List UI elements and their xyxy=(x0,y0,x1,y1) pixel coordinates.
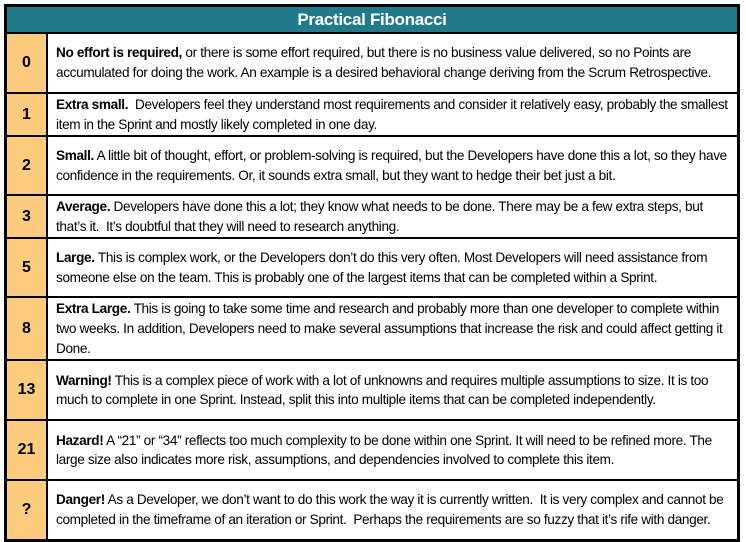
point-value: 0 xyxy=(6,33,48,93)
point-value: 2 xyxy=(6,136,48,195)
practical-fibonacci-table xyxy=(4,4,740,542)
table-row xyxy=(6,360,739,420)
table-title: Practical Fibonacci xyxy=(6,6,739,34)
table-row xyxy=(6,93,739,136)
point-value: ? xyxy=(6,480,48,540)
size-label: Small. xyxy=(56,148,94,164)
size-label: Warning! xyxy=(56,372,112,388)
description-text: As a Developer, we don’t want to do this work the way it is currently written. It is very complex and cannot be completed in the timeframe of an iteration or Sprint. Perhaps the requirements are so fuzzy that it’s rife with danger. xyxy=(56,492,727,527)
point-description xyxy=(47,480,739,540)
point-description xyxy=(47,238,739,297)
point-value: 1 xyxy=(6,93,48,136)
size-label: Hazard! xyxy=(56,432,104,448)
table-row xyxy=(6,420,739,480)
point-description xyxy=(47,33,739,93)
table-row xyxy=(6,33,739,93)
point-value: 13 xyxy=(6,360,48,420)
description-text: A little bit of thought, effort, or problem-solving is required, but the Developers have done this a lot, so they have confidence in the requirements. Or, it sounds extra small, but they want to hedge their bet just a bit. xyxy=(56,148,727,183)
size-label: No effort is required, xyxy=(56,45,182,61)
description-text: A “21” or “34” reflects too much complexity to be done within one Sprint. It will need to be refined more. The large size also indicates more risk, assumptions, and dependencies involved to complete this item. xyxy=(56,432,712,468)
table-row xyxy=(6,297,739,360)
point-value: 3 xyxy=(6,195,48,238)
point-description xyxy=(47,136,739,195)
table-row xyxy=(6,480,739,540)
size-label: Extra Large. xyxy=(56,301,131,317)
point-value: 21 xyxy=(6,420,48,480)
description-text: This is going to take some time and research and probably more than one developer to complete within two weeks. In addition, Developers need to make several assumptions that increase the risk and could affect getting it Done. xyxy=(56,301,723,356)
table-row xyxy=(6,136,739,195)
point-value: 8 xyxy=(6,297,48,360)
description-text: Developers feel they understand most requirements and consider it relatively easy, probably the smallest item in the Sprint and mostly likely completed in one day. xyxy=(56,97,732,132)
table-row xyxy=(6,195,739,238)
header-row xyxy=(6,6,739,34)
description-text: or there is some effort required, but there is no business value delivered, so no Points are accumulated for doing the work. An example is a desired behavioral change deriving from the Scrum Retrospective. xyxy=(56,45,712,80)
description-text: Developers have done this a lot; they know what needs to be done. There may be a few extra steps, but that’s it. It’s doubtful that they will need to research anything. xyxy=(56,199,707,234)
description-text: This is a complex piece of work with a lot of unknowns and requires multiple assumptions to size. It is too much to complete in one Sprint. Instead, split this into multiple items that can be completed independently. xyxy=(56,372,709,408)
point-description xyxy=(47,297,739,360)
point-description xyxy=(47,93,739,136)
point-description xyxy=(47,420,739,480)
point-description xyxy=(47,360,739,420)
size-label: Danger! xyxy=(56,492,105,508)
size-label: Extra small. xyxy=(56,97,129,112)
description-text: This is complex work, or the Developers don’t do this very often. Most Developers will need assistance from someone else on the team. This is probably one of the largest items that can be completed within a Sprint. xyxy=(56,250,708,285)
point-description xyxy=(47,195,739,238)
size-label: Average. xyxy=(56,199,111,215)
point-value: 5 xyxy=(6,238,48,297)
table-row xyxy=(6,238,739,297)
size-label: Large. xyxy=(56,250,95,266)
